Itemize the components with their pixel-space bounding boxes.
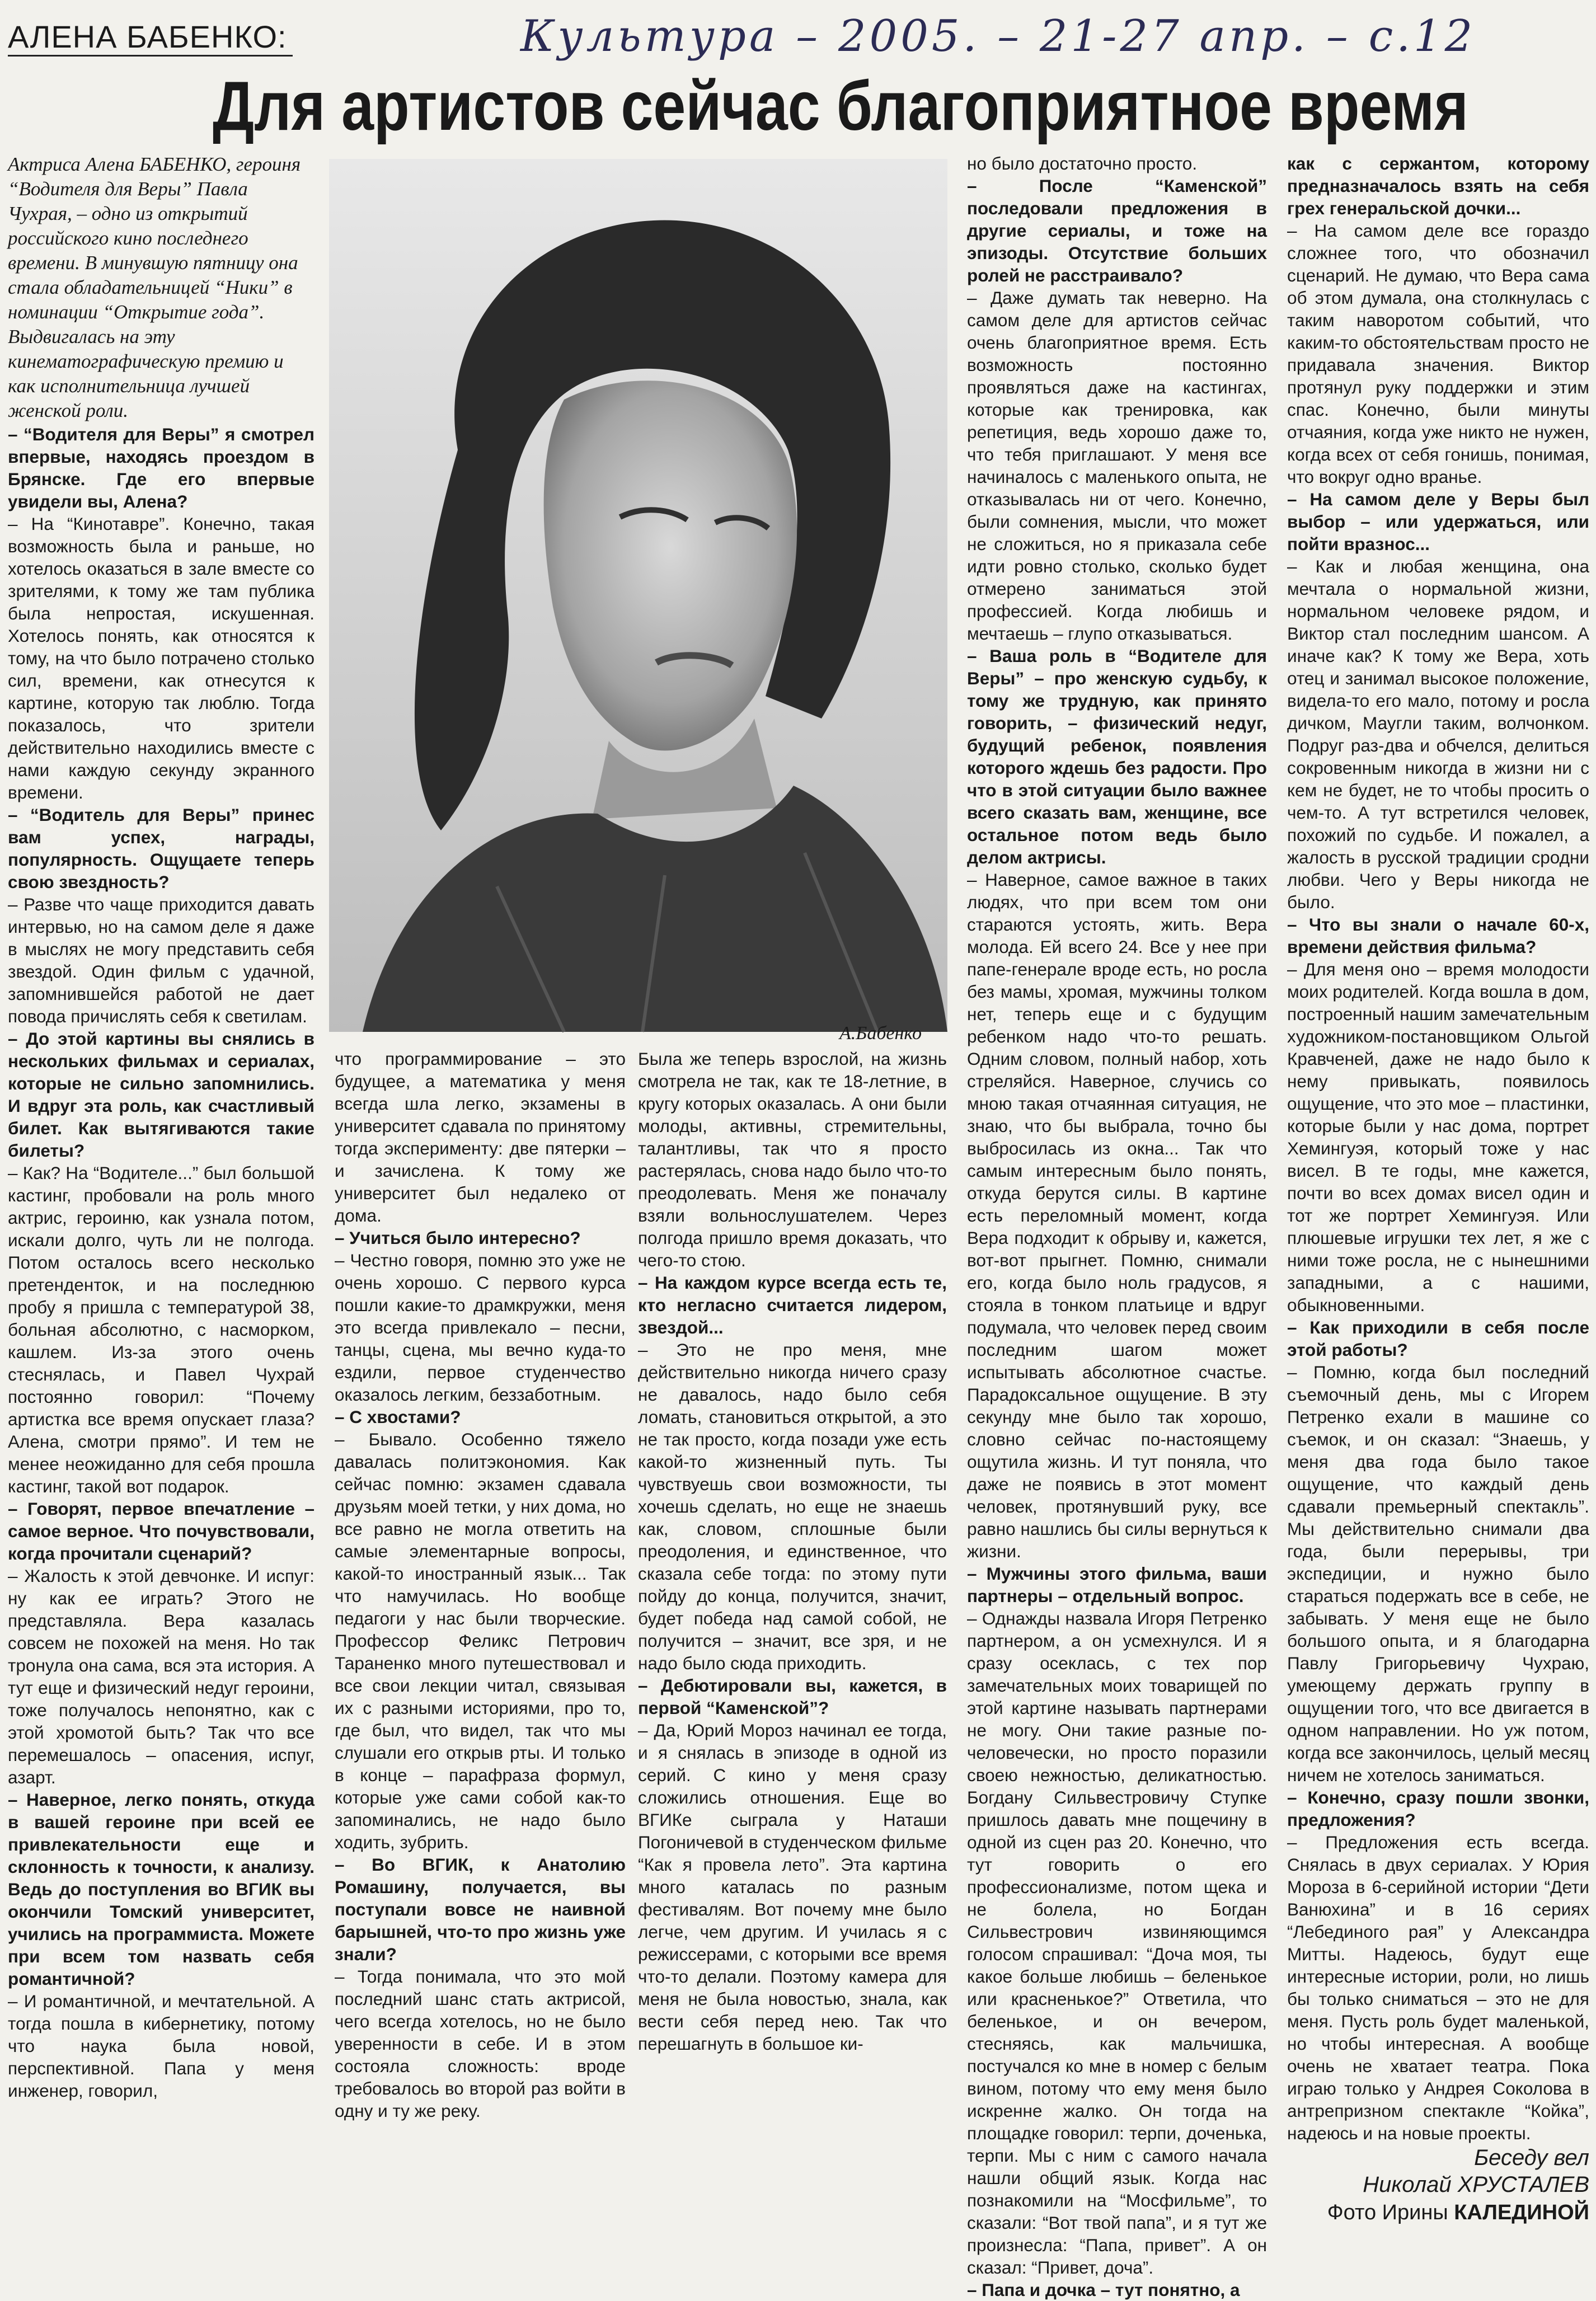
interview-answer: – Жалость к этой девчонке. И испуг: ну как ее играть? Этого не представляла. Вера казалась совсем не похожей на меня. Но так тронула она сама, вся эта история. А тут еще и физический недуг героини, тоже получалось непонятно, как с этой хромотой быть? Так что все перемешалось – опасения, испуг, азарт. [8,1566,314,1787]
headline: Для артистов сейчас благоприятное время [213,68,1468,145]
interview-answer: – Предложения есть всегда. Снялась в двух сериалах. У Юрия Мороза в 6-серийной истории “Дети Ванюхина” и в 16 сериях “Лебединого рая” у Александра Митты. Надеюсь, будут еще интересные истории, роли, но лишь бы только сниматься – это не для меня. Пусть роль будет маленькой, но чтобы интересная. А вообще очень не хватает театра. Пока играю только у Андрея Соколова в антрепризном спектакле “Койка”, надеюсь и на новые проекты. [1287,1832,1589,2143]
portrait-photo-graphic [329,159,947,1032]
interview-answer: – Тогда понимала, что это мой последний шанс стать актрисой, чего всегда хотелось, но не было уверенности в себе. И в этом состояла сложность: вроде требовалось во второй раз войти в одну и ту же реку. [335,1966,626,2121]
interview-question: – Учиться было интересно? [335,1228,581,1248]
interview-answer: – Однажды назвала Игоря Петренко партнером, а он усмехнулся. И я сразу осеклась, с тех пор замечательных моих товарищей по этой картине называть партнерами не могу. Они такие разные по-человечески, но просто поразили своею нежностью, деликатностью. Богдану Сильвестровичу Ступке пришлось давать мне пощечину в одной из сцен раз 20. Конечно, что тут говорить о его профессионализме, потом щека и не болела, но Богдан Сильвестрович извиняющимся голосом спрашивал: “Доча моя, ты какое больше любишь – беленькое или красненькое?” Ответила, что беленькое, и он вечером, стесняясь, как мальчишка, постучался ко мне в номер с белым вином, потому что ему меня было искренне жалко. Он тогда на площадке говорил: терпи, доченька, терпи. Мы с ним с самого начала нашли общий язык. Когда нас познакомили на “Мосфильме”, то сказали: “Вот твой папа”, и я тут же произнесла: “Папа, привет”. А он сказал: “Привет, доча”. [967,1608,1267,2277]
column-2 [335,1048,626,2121]
column-4-body [1287,152,1589,2144]
column-2-body [335,1048,626,2122]
column-1-body [8,423,314,2102]
interview-answer: но было достаточно просто. [967,153,1198,173]
portrait-photo [329,159,947,1032]
interview-question: – До этой картины вы снялись в нескольких фильмах и сериалах, которые не сильно запомнились. И вдруг эта роль, как счастливый билет. Как вытягиваются такие билеты? [8,1029,314,1161]
photo-caption: А.Бабенко [839,1023,922,1044]
interview-question: – Конечно, сразу пошли звонки, предложения? [1287,1787,1589,1830]
interview-question: – Наверное, легко понять, откуда в вашей героине при всей ее привлекательности еще и склонность к точности, к анализу. Ведь до поступления во ВГИК вы окончили Томский университет, учились на программиста. Можете при всем том назвать себя романтичной? [8,1790,314,1989]
interview-question: – Мужчины этого фильма, ваши партнеры – отдельный вопрос. [967,1563,1267,1606]
interview-question: как с сержантом, которому предназначалось взять на себя грех генеральской дочки... [1287,153,1589,218]
interview-answer: – На “Кинотавре”. Конечно, такая возможность была и раньше, но хотелось оказаться в зале вместе со зрителями, к тому же там публика была непростая, искушенная. Хотелось понять, как относятся к тому, на что было потрачено столько сил, времени, как отнесутся к картине, которую так люблю. Тогда показалось, что зрители действительно находились вместе с нами каждую секунду экранного времени. [8,514,314,802]
interview-question: – Во ВГИК, к Анатолию Ромашину, получается, вы поступали вовсе не наивной барышней, что-то про жизнь уже знали? [335,1854,626,1964]
column-4 [1287,152,1589,2224]
interview-answer: – Как? На “Водителе...” был большой кастинг, пробовали на роль много актрис, героиню, как узнала потом, искали долго, чуть ли не полгода. Потом осталось всего несколько претенденток, и на последнюю пробу я пришла с температурой 38, больная абсолютно, с насморком, кашлем. Из-за этого очень стеснялась, и Павел Чухрай постоянно говорил: “Почему артистка все время опускает глаза? Алена, смотри прямо”. И тем не менее неожиданно для себя прошла кастинг, такой вот подарок. [8,1163,314,1496]
interview-question: – После “Каменской” последовали предложения в другие сериалы, и тоже на эпизоды. Отсутствие больших ролей не расстраивало? [967,176,1267,285]
column-1 [8,152,314,2101]
interview-answer: – Разве что чаще приходится давать интервью, но на самом деле я даже в мыслях не могу представить себя звездой. Один фильм с удачной, запомнившейся работой не дает повода причислять себя к светилам. [8,894,314,1026]
interview-answer: – Да, Юрий Мороз начинал ее тогда, и я снялась в эпизоде в одной из серий. С кино у меня сразу сложились отношения. Еще во ВГИКе сыграла у Наташи Погоничевой в студенческом фильме “Как я провела лето”. Эта картина много каталась по разным фестивалям. Вот почему мне было легче, чем другим. И училась я с режиссерами, с которыми все время что-то делали. Поэтому камера для меня не была новостью, знала, как вести себя перед нею. Так что перешагнуть в большое ки- [638,1720,947,2054]
interview-question: – Ваша роль в “Водителе для Веры” – про женскую судьбу, к тому же трудную, как принято говорить, – физический недуг, будущий ребенок, появления которого ждешь без радости. Про что в этой ситуации было важнее всего сказать вам, женщине, все остальное потом ведь было делом актрисы. [967,646,1267,867]
interview-question: – Что вы знали о начале 60-х, времени действия фильма? [1287,914,1589,957]
photo-credit [1287,2201,1589,2224]
handwritten-note: Культура – 2005. – 21-27 апр. – с.12 [520,11,1476,62]
column-3-top [967,152,1267,2300]
interview-answer: – Честно говоря, помню это уже не очень хорошо. С первого курса пошли какие-то драмкружки, меня это всегда привлекало – песни, танцы, сцена, мы вечно куда-то ездили, первое студенчество оказалось легким, беззаботным. [335,1250,626,1405]
kicker: АЛЕНА БАБЕНКО: [8,19,293,57]
byline-author: Николай ХРУСТАЛЕВ [1363,2172,1589,2197]
photo-credit-name: КАЛЕДИНОЙ [1454,2201,1589,2224]
interview-question: – Папа и дочка – тут понятно, а [967,2280,1240,2300]
interview-question: – На каждом курсе всегда есть те, кто негласно считается лидером, звездой... [638,1272,947,1337]
byline-label: Беседу вел [1474,2145,1589,2170]
column-3-top-body [967,152,1267,2301]
interview-question: – Говорят, первое впечатление – самое верное. Что почувствовали, когда прочитали сценарий? [8,1499,314,1563]
interview-answer: – Как и любая женщина, она мечтала о нормальной жизни, нормальном человеке рядом, и Виктор стал последним шансом. А иначе как? К тому же Вера, хоть отец и занимал высокое положение, видела-то его мало, потому и росла дичком, Маугли таким, волчонком. Подруг раз-два и обчелся, делиться сокровенным никогда в жизни ни с кем не будет, не то чтобы просить о чем-то. А тут встретился человек, похожий по судьбе. И пожалел, а жалость в русской традиции сродни любви. Чего у Веры никогда не было. [1287,556,1589,912]
interview-answer: – Это не про меня, мне действительно никогда ничего сразу не давалось, надо было себя ломать, становиться открытой, а это не так просто, когда позади уже есть какой-то жизненный путь. Ты чувствуешь свои возможности, ты хочешь сделать, но еще не знаешь как, словом, сплошные были преодоления, и единственное, что сказала себе тогда: по этому пути пойду до конца, получится, значит, будет победа над самой собой, не получится – значит, все зря, и не надо было сюда приходить. [638,1340,947,1673]
interview-answer: – Наверное, самое важное в таких людях, что при всем том они стараются устоять, жить. Вера молода. Ей всего 24. Все у нее при папе-генерале вроде есть, но росла без мамы, хромая, мужчины толком нет, теперь еще и с будущим ребенком надо что-то решать. Одним словом, полный набор, хоть стреляйся. Наверное, случись со мною такая отчаянная ситуация, не знаю, что бы выбрала, точно бы выбросилась из окна... Так что самым интересным было понять, откуда берутся силы. В картине есть переломный момент, когда Вера подходит к обрыву и, кажется, вот-вот прыгнет. Помню, снимали его, когда было ноль градусов, я стояла в тонком платьице и вдруг подумала, что человек перед своим последним шагом может испытывать абсолютное счастье. Парадоксальное ощущение. В эту секунду мне было так хорошо, словно сейчас по-настоящему ощутила жизнь. И тут поняла, что даже не появись в этот момент человек, протянувший руку, все равно нашлись бы силы вернуться к жизни. [967,870,1267,1561]
interview-question: – “Водитель для Веры” принес вам успех, награды, популярность. Ощущаете теперь свою звездность? [8,805,314,892]
interview-answer: – Бывало. Особенно тяжело давалась политэкономия. Как сейчас помню: экзамен сдавала друзьям моей тетки, у них дома, но все равно не могла ответить на самые элементарные вопросы, какой-то иностранный язык... Так что намучилась. Но вообще педагоги у нас были творческие. Профессор Феликс Петрович Тараненко много путешествовал и все свои лекции читал, связывая их с разными историями, про то, где был, что видел, так что мы слушали его открыв рты. И только в конце – парафраза формул, которые уже сами собой как-то запоминались, не надо было ходить, зубрить. [335,1429,626,1852]
interview-answer: – На самом деле все гораздо сложнее того, что обозначил сценарий. Не думаю, что Вера сама об этом думала, она столкнулась с таким наворотом событий, что каким-то обстоятельствам просто не придавала значения. Виктор протянул руку поддержки и этим спас. Конечно, были минуты отчаяния, когда уже никто не нужен, когда всех от себя гонишь, понимая, что вокруг одно вранье. [1287,220,1589,487]
interview-question: – Дебютировали вы, кажется, в первой “Каменской”? [638,1675,947,1718]
interview-question: – Как приходили в себя после этой работы? [1287,1317,1589,1360]
interview-answer: что программирование – это будущее, а математика у меня всегда шла легко, экзамены в университет сдавала по принятому тогда эксперименту: две пятерки – и зачислена. К тому же университет был недалеко от дома. [335,1049,626,1225]
interview-question: – С хвостами? [335,1407,461,1427]
photo-credit-prefix: Фото Ирины [1327,2201,1448,2224]
interview-answer: Была же теперь взрослой, на жизнь смотрела не так, как те 18-летние, в кругу которых оказалась. А они были молоды, активны, стремительны, талантливы, так что я просто растерялась, снова надо было что-то преодолевать. Меня же поначалу взяли вольнослушателем. Через полгода пришло время доказать, что чего-то стою. [638,1049,947,1270]
interview-answer: – Помню, когда был последний съемочный день, мы с Игорем Петренко ехали в машине со съемок, и он сказал: “Знаешь, у меня два года было такое ощущение, что каждый день сдавали премьерный спектакль”. Мы действительно снимали два года, были перерывы, три экспедиции, и нужно было стараться подержать все в себе, не забывать. У меня еще не было большого опыта, и я благодарна Павлу Григорьевичу Чухраю, умеющему держать группу в ощущении того, что все двигается в одном направлении. Но уж потом, когда все закончилось, целый месяц ничем не хотелось заниматься. [1287,1362,1589,1785]
interview-question: – “Водителя для Веры” я смотрел впервые, находясь проездом в Брянске. Где его впервые увидели вы, Алена? [8,424,314,511]
interview-answer: – Для меня оно – время молодости моих родителей. Когда вошла в дом, построенный нашим замечательным художником-постановщиком Ольгой Кравченей, даже не надо было к нему привыкать, появилось ощущение, что это мое – пластинки, которые были у нас дома, портрет Хемингуэя, который тоже у нас висел. В те годы, мне кажется, почти во всех домах висел один и тот же портрет Хемингуэя. Или плюшевые игрушки тех лет, я же с ними тоже росла, не с нынешними западными, а с нашими, обыкновенными. [1287,959,1589,1315]
lead-paragraph: Актриса Алена БАБЕНКО, героиня “Водителя для Веры” Павла Чухрая, – одно из открытий российского кино последнего времени. В минувшую пятницу она стала обладательницей “Ники” в номинации “Открытие года”. Выдвигалась на эту кинематографическую премию и как исполнительница лучшей женской роли. [8,153,301,421]
interview-question: – На самом деле у Веры был выбор – или удержаться, или пойти вразнос... [1287,489,1589,554]
interview-answer: – И романтичной, и мечтательной. А тогда пошла в кибернетику, потому что наука была новой, перспективной. Папа у меня инженер, говорил, [8,1991,314,2101]
column-3 [638,1048,947,2054]
interview-answer: – Даже думать так неверно. На самом деле для артистов сейчас очень благоприятное время. Есть возможность постоянно проявляться даже на кастингах, которые как тренировка, как репетиция, ведь хорошо даже то, что тебя приглашают. У меня все начиналось с маленького опыта, не отказывалась ни от чего. Конечно, были сомнения, мысли, что может не сложиться, но я приказала себе идти ровно столько, сколько будет отмерено заниматься этой профессией. Когда любишь и мечтаешь – глупо отказываться. [967,288,1267,644]
column-3-body [638,1048,947,2055]
